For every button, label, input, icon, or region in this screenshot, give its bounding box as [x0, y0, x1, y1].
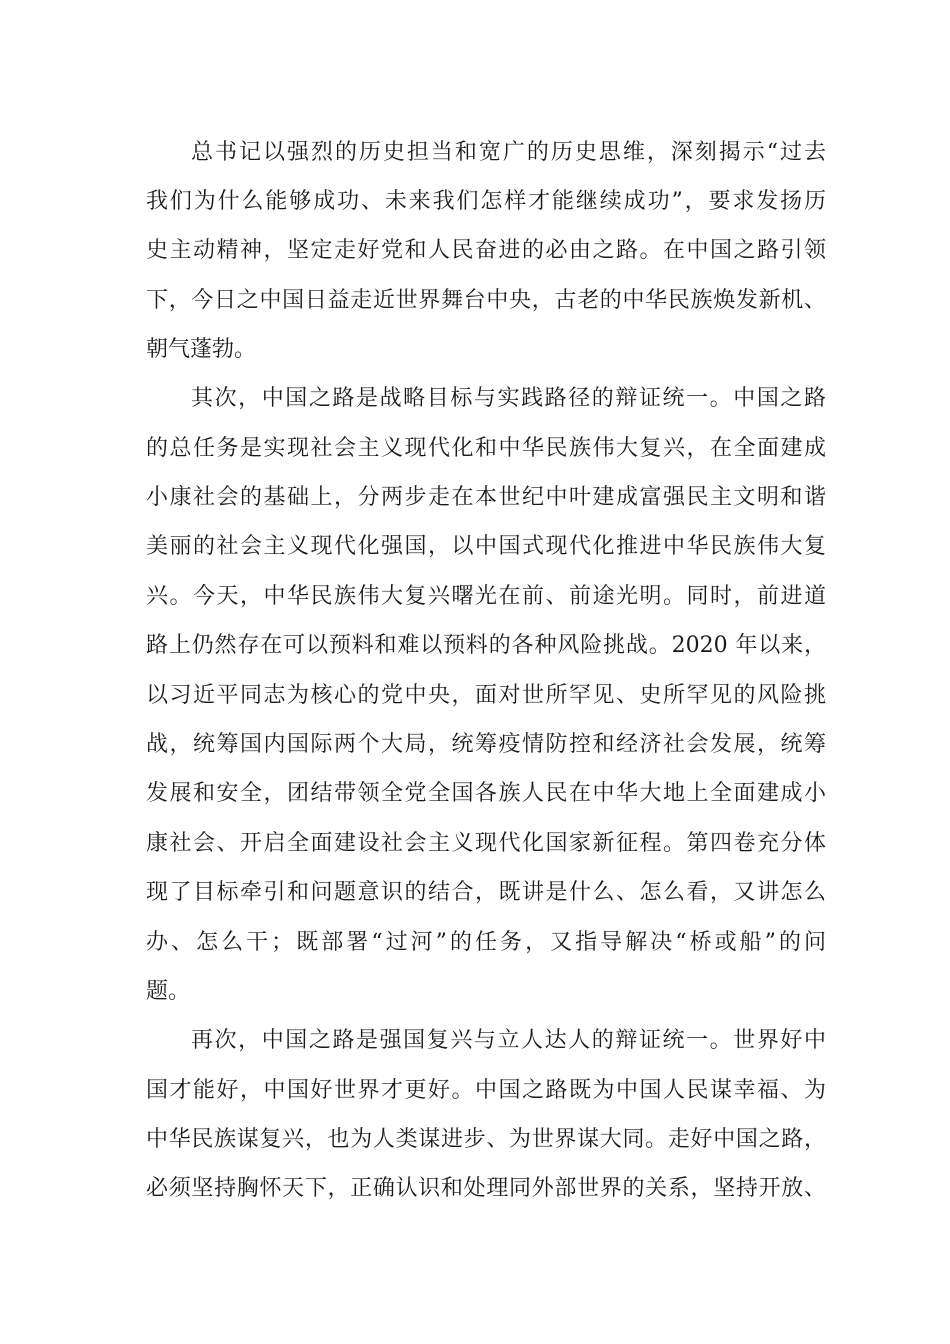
text-line: 再次，中国之路是强国复兴与立人达人的辩证统一。世界好中 — [191, 1028, 826, 1053]
text-line: 办、怎么干；既部署“过河”的任务，又指导解决“桥或船”的问 — [146, 930, 826, 955]
text-line: 国才能好，中国好世界才更好。中国之路既为中国人民谋幸福、为 — [146, 1078, 826, 1103]
text-line: 康社会、开启全面建设社会主义现代化国家新征程。第四卷充分体 — [146, 831, 826, 856]
text-line: 必须坚持胸怀天下，正确认识和处理同外部世界的关系，坚持开放、 — [146, 1176, 826, 1201]
text-line: 发展和安全，团结带领全党全国各族人民在中华大地上全面建成小 — [146, 781, 826, 806]
text-line: 史主动精神，坚定走好党和人民奋进的必由之路。在中国之路引领 — [146, 238, 826, 263]
text-line: 总书记以强烈的历史担当和宽广的历史思维，深刻揭示“过去 — [191, 140, 826, 165]
text-line: 现了目标牵引和问题意识的结合，既讲是什么、怎么看，又讲怎么 — [146, 880, 826, 905]
text-line: 朝气蓬勃。 — [146, 337, 257, 362]
text-line: 题。 — [146, 979, 191, 1004]
text-line: 中华民族谋复兴，也为人类谋进步、为世界谋大同。走好中国之路， — [146, 1127, 826, 1152]
text-line: 下，今日之中国日益走近世界舞台中央，古老的中华民族焕发新机、 — [146, 288, 826, 313]
text-line: 小康社会的基础上，分两步走在本世纪中叶建成富强民主文明和谐 — [146, 485, 826, 510]
text-line: 兴。今天，中华民族伟大复兴曙光在前、前途光明。同时，前进道 — [146, 584, 826, 609]
text-line: 战，统筹国内国际两个大局，统筹疫情防控和经济社会发展，统筹 — [146, 732, 826, 757]
text-line: 其次，中国之路是战略目标与实践路径的辩证统一。中国之路 — [191, 386, 826, 411]
text-line: 路上仍然存在可以预料和难以预料的各种风险挑战。2020 年以来， — [146, 633, 826, 658]
text-line: 美丽的社会主义现代化强国，以中国式现代化推进中华民族伟大复 — [146, 534, 826, 559]
text-line: 以习近平同志为核心的党中央，面对世所罕见、史所罕见的风险挑 — [146, 683, 826, 708]
text-line: 的总任务是实现社会主义现代化和中华民族伟大复兴，在全面建成 — [146, 436, 826, 461]
text-line: 我们为什么能够成功、未来我们怎样才能继续成功”，要求发扬历 — [146, 189, 826, 214]
